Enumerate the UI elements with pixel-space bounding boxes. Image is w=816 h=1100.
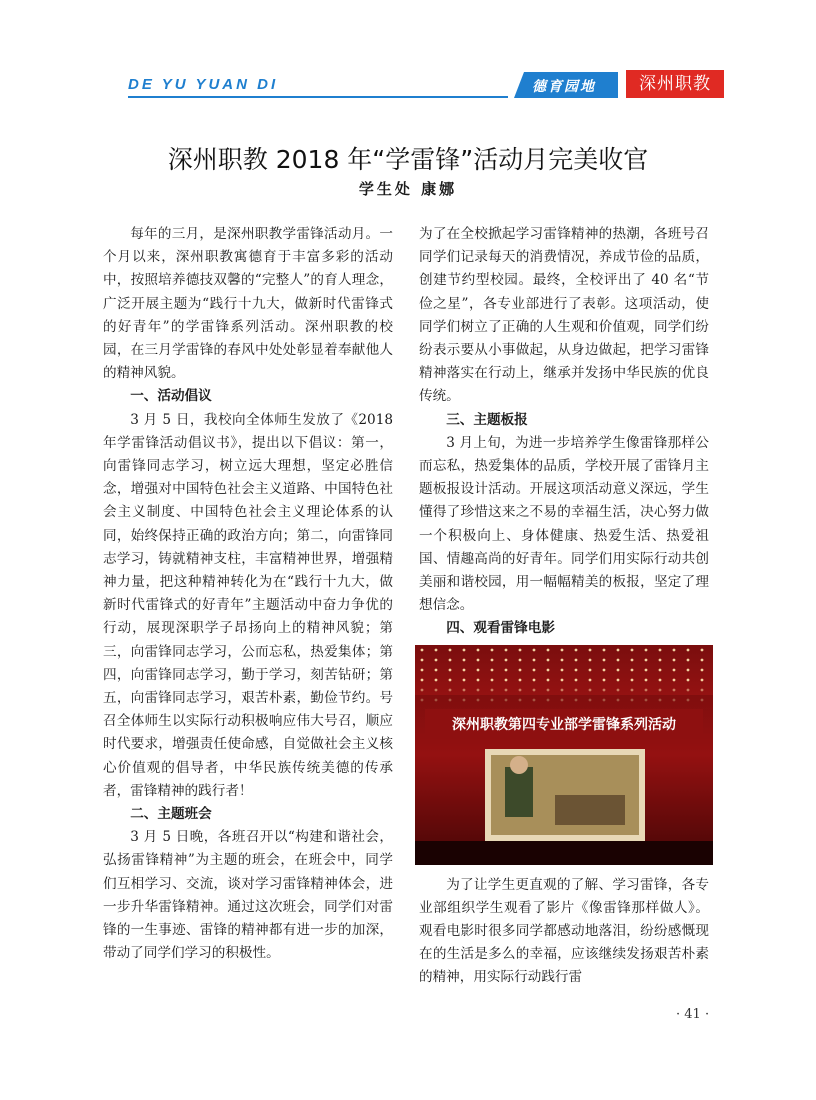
article-title: 深州职教 2018 年“学雷锋”活动月完美收官 bbox=[167, 145, 649, 174]
section-heading-1: 一、活动倡议 bbox=[130, 388, 212, 405]
section-heading-4: 四、观看雷锋电影 bbox=[446, 620, 555, 637]
left-column bbox=[103, 223, 393, 966]
article-byline: 学生处 康娜 bbox=[358, 180, 458, 198]
movie-screening-photo bbox=[415, 645, 713, 865]
page-number: · 41 · bbox=[676, 1007, 710, 1022]
section-2-continued-paragraph: 为了在全校掀起学习雷锋精神的热潮，各班号召同学们记录每天的消费情况，养成节俭的品质，创建节约型校园。最终，全校评出了 40 名“节俭之星”，各专业部进行了表彰。这项活动，使同学们树立了正确的人生观和价值观，同学们纷纷表示要从小事做起，从身边做起，把学习雷锋精神落实在行动上，继承并发扬中华民族的优良传统。 bbox=[419, 226, 709, 405]
section-tab bbox=[514, 72, 618, 98]
photo-banner-text: 深州职教第四专业部学雷锋系列活动 bbox=[452, 716, 676, 733]
section-3-paragraph: 3 月上旬，为进一步培养学生像雷锋那样公而忘私，热爱集体的品质，学校开展了雷锋月主题板报设计活动。开展这项活动意义深远，学生懂得了珍惜这来之不易的幸福生活，决心努力做一个积极向上、身体健康、热爱生活、热爱祖国、情趣高尚的好青年。同学们用实际行动共创美丽和谐校园，用一幅幅精美的板报，坚定了理想信念。 bbox=[419, 434, 709, 614]
section-heading-3: 三、主题板报 bbox=[446, 411, 528, 428]
header-english-title: DE YU YUAN DI bbox=[128, 76, 279, 93]
intro-paragraph: 每年的三月，是深州职教学雷锋活动月。一个月以来，深州职教寓德育于丰富多彩的活动中，按照培养德技双馨的“完整人”的育人理念，广泛开展主题为“践行十九大，做新时代雷锋式的好青年”的学雷锋系列活动。深州职教的校园，在三月学雷锋的春风中处处彰显着奉献他人的精神风貌。 bbox=[103, 226, 393, 382]
right-column bbox=[419, 223, 709, 990]
brand-badge: 深州职教 bbox=[626, 70, 724, 98]
photo-illustration bbox=[415, 645, 713, 865]
section-heading-2: 二、主题班会 bbox=[130, 806, 212, 823]
section-2-paragraph: 3 月 5 日晚，各班召开以“构建和谐社会，弘扬雷锋精神”为主题的班会，在班会中，同学们互相学习、交流，谈对学习雷锋精神体会，进一步升华雷锋精神。通过这次班会，同学们对雷锋的一生事迹、雷锋的精神都有进一步的加深，带动了同学们学习的积极性。 bbox=[103, 829, 393, 962]
header-rule bbox=[128, 96, 508, 98]
section-4-paragraph: 为了让学生更直观的了解、学习雷锋，各专业部组织学生观看了影片《像雷锋那样做人》。观看电影时很多同学都感动地落泪，纷纷感慨现在的生活是多么的幸福，应该继续发扬艰苦朴素的精神，用实际行动践行雷 bbox=[419, 876, 709, 986]
section-1-paragraph: 3 月 5 日，我校向全体师生发放了《2018年学雷锋活动倡议书》，提出以下倡议：第一，向雷锋同志学习，树立远大理想，坚定必胜信念，增强对中国特色社会主义道路、中国特色社会主义制度、中国特色社会主义理论体系的认同，始终保持正确的政治方向；第二，向雷锋同志学习，铸就精神支柱，丰富精神世界，增强精神力量，把这种精神转化为在“践行十九大，做新时代雷锋式的好青年”主题活动中奋力争优的行动，展现深职学子昂扬向上的精神风貌；第三，向雷锋同志学习，公而忘私，热爱集体；第四，向雷锋同志学习，勤于学习，刻苦钻研；第五，向雷锋同志学习，艰苦朴素，勤俭节约。号召全体师生以实际行动积极响应伟大号召，顺应时代要求，增强责任使命感，自觉做社会主义核心价值观的倡导者，中华民族传统美德的传承者，雷锋精神的践行者！ bbox=[103, 411, 393, 799]
section-tab-label: 德育园地 bbox=[532, 79, 596, 95]
